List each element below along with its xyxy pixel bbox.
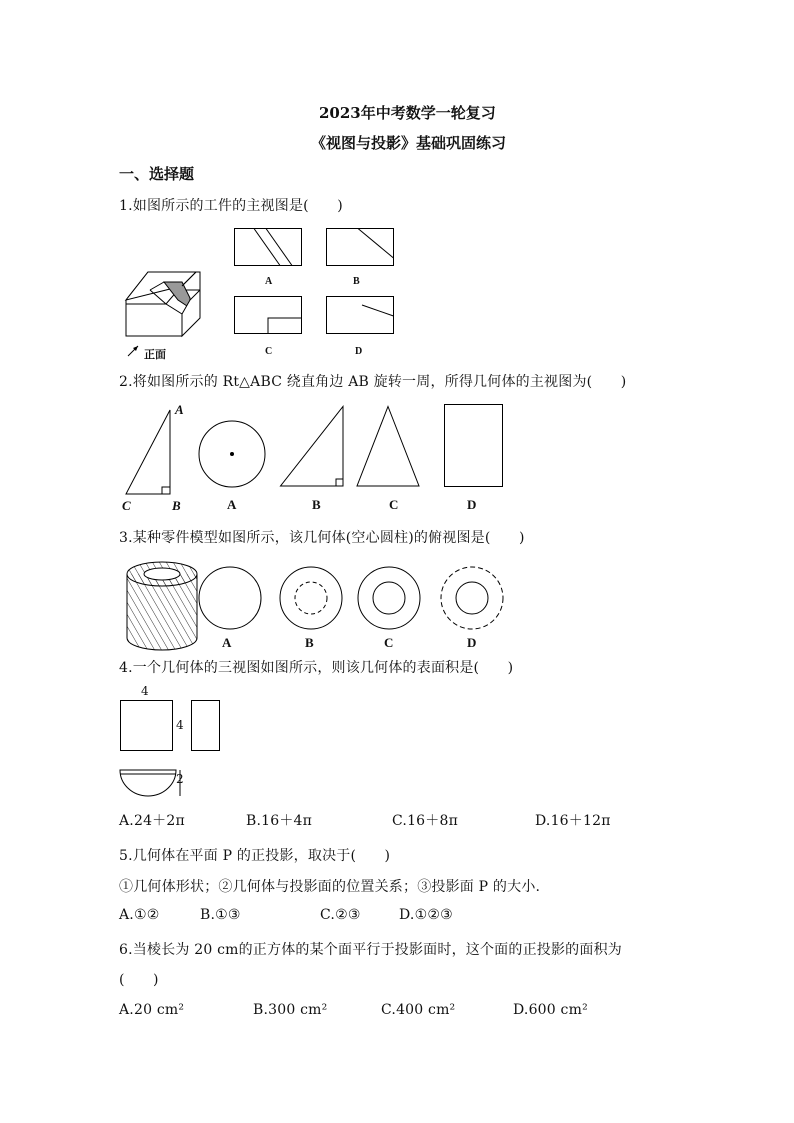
- q3-option-b-figure: [279, 566, 343, 630]
- q3-option-c-label: C: [384, 635, 394, 650]
- q3-option-d-label: D: [467, 635, 477, 650]
- section-heading: 一、选择题: [119, 165, 195, 183]
- q5-choice-c: C.②③: [320, 907, 361, 923]
- q2-vertex-c: C: [122, 498, 131, 513]
- q4-choice-a: A.24＋2π: [119, 813, 185, 829]
- q1-option-b-label: B: [353, 276, 360, 287]
- q2-option-a-figure: [198, 420, 266, 488]
- q1-option-b-figure: [326, 228, 394, 266]
- doc-title: 2023年中考数学一轮复习: [319, 104, 496, 122]
- q6-choice-c: C.400 cm²: [381, 1002, 456, 1018]
- q3-hollow-cylinder-figure: [122, 558, 202, 652]
- q4-dim-top: 4: [141, 684, 149, 698]
- q2-option-b-label: B: [312, 497, 321, 512]
- q2-option-b-figure: [280, 406, 346, 488]
- q5-choice-b: B.①③: [200, 907, 241, 923]
- q6-stem-cont: ( ): [119, 972, 159, 988]
- q2-stem: 2.将如图所示的 Rt△ABC 绕直角边 AB 旋转一周，所得几何体的主视图为( ): [119, 374, 627, 390]
- q1-workpiece-figure: [120, 238, 210, 348]
- q3-option-a-figure: [198, 566, 262, 630]
- q4-dim-bottom: 2: [176, 772, 184, 786]
- q4-stem: 4.一个几何体的三视图如图所示，则该几何体的表面积是( ): [119, 660, 514, 676]
- q1-option-d-figure: [326, 296, 394, 334]
- q4-dim-side: 4: [176, 718, 184, 732]
- q2-vertex-b: B: [172, 498, 181, 513]
- q4-front-view: [120, 700, 174, 752]
- q6-choice-d: D.600 cm²: [513, 1002, 588, 1018]
- q5-conditions: ①几何体形状；②几何体与投影面的位置关系；③投影面 P 的大小.: [119, 879, 541, 895]
- q6-choice-a: A.20 cm²: [119, 1002, 185, 1018]
- q4-choice-c: C.16＋8π: [392, 813, 458, 829]
- q5-choice-a: A.①②: [119, 907, 160, 923]
- q3-option-b-label: B: [305, 635, 314, 650]
- q4-choice-b: B.16＋4π: [246, 813, 313, 829]
- q1-option-a-figure: [234, 228, 302, 266]
- q4-choice-d: D.16＋12π: [535, 813, 611, 829]
- q1-option-c-label: C: [265, 346, 273, 357]
- q1-option-a-label: A: [265, 276, 273, 287]
- q2-option-d-figure: [444, 404, 504, 488]
- q6-choice-b: B.300 cm²: [253, 1002, 328, 1018]
- q1-front-label: 正面: [144, 348, 166, 361]
- q5-choice-d: D.①②③: [399, 907, 453, 923]
- q2-option-a-label: A: [227, 497, 237, 512]
- q2-option-d-label: D: [467, 497, 477, 512]
- q3-option-a-label: A: [222, 635, 232, 650]
- q2-option-c-figure: [356, 406, 420, 488]
- q2-vertex-a: A: [175, 402, 184, 417]
- q1-option-d-label: D: [355, 346, 363, 357]
- q3-stem: 3.某种零件模型如图所示，该几何体(空心圆柱)的俯视图是( ): [119, 530, 525, 546]
- q4-side-view: [191, 700, 221, 752]
- q1-stem: 1.如图所示的工件的主视图是( ): [119, 198, 343, 214]
- doc-subtitle: 《视图与投影》基础巩固练习: [311, 134, 507, 152]
- q1-option-c-figure: [234, 296, 302, 334]
- q6-stem: 6.当棱长为 20 cm的正方体的某个面平行于投影面时，这个面的正投影的面积为: [119, 942, 622, 958]
- q2-option-c-label: C: [389, 497, 399, 512]
- q3-option-c-figure: [357, 566, 421, 630]
- q5-stem: 5.几何体在平面 P 的正投影，取决于( ): [119, 848, 391, 864]
- q3-option-d-figure: [440, 566, 504, 630]
